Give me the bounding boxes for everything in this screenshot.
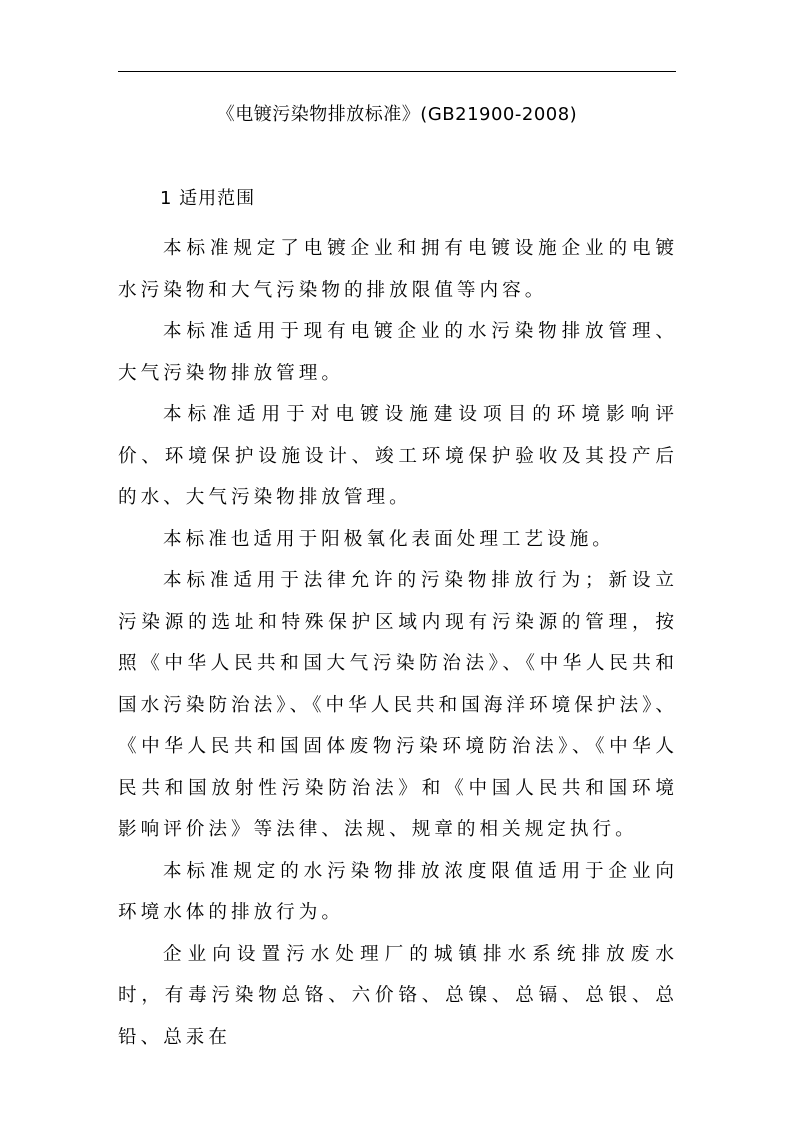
section-heading: 1 适用范围 — [160, 188, 256, 209]
paragraph-scope-content: 本标准规定了电镀企业和拥有电镀设施企业的电镀水污染物和大气污染物的排放限值等内容。 — [118, 238, 678, 301]
header-rule — [118, 71, 676, 72]
body-text — [118, 228, 678, 1058]
paragraph-legal-basis: 本标准适用于法律允许的污染物排放行为；新设立污染源的选址和特殊保护区域内现有污染源的管理，按照《中华人民共和国大气污染防治法》、《中华人民共和国水污染防治法》、《中华人民共和国海洋环境保护法》、《中华人民共和国固体废物污染环境防治法》、《中华人民共和国放射性污染防治法》和《中国人民共和国环境影响评价法》等法律、法规、规章的相关规定执行。 — [118, 570, 678, 840]
paragraph-water-limits: 本标准规定的水污染物排放浓度限值适用于企业向环境水体的排放行为。 — [118, 860, 678, 923]
paragraph-construction-projects: 本标准适用于对电镀设施建设项目的环境影响评价、环境保护设施设计、竣工环境保护验收及其投产后的水、大气污染物排放管理。 — [118, 404, 678, 508]
paragraph-anodizing: 本标准也适用于阳极氧化表面处理工艺设施。 — [163, 528, 615, 550]
document-title: 《电镀污染物排放标准》(GB21900-2008) — [216, 104, 578, 125]
paragraph-existing-enterprises: 本标准适用于现有电镀企业的水污染物排放管理、大气污染物排放管理。 — [118, 321, 678, 384]
paragraph-sewage-plant: 企业向设置污水处理厂的城镇排水系统排放废水时，有毒污染物总铬、六价铬、总镍、总镉、总银、总铅、总汞在 — [118, 943, 678, 1048]
